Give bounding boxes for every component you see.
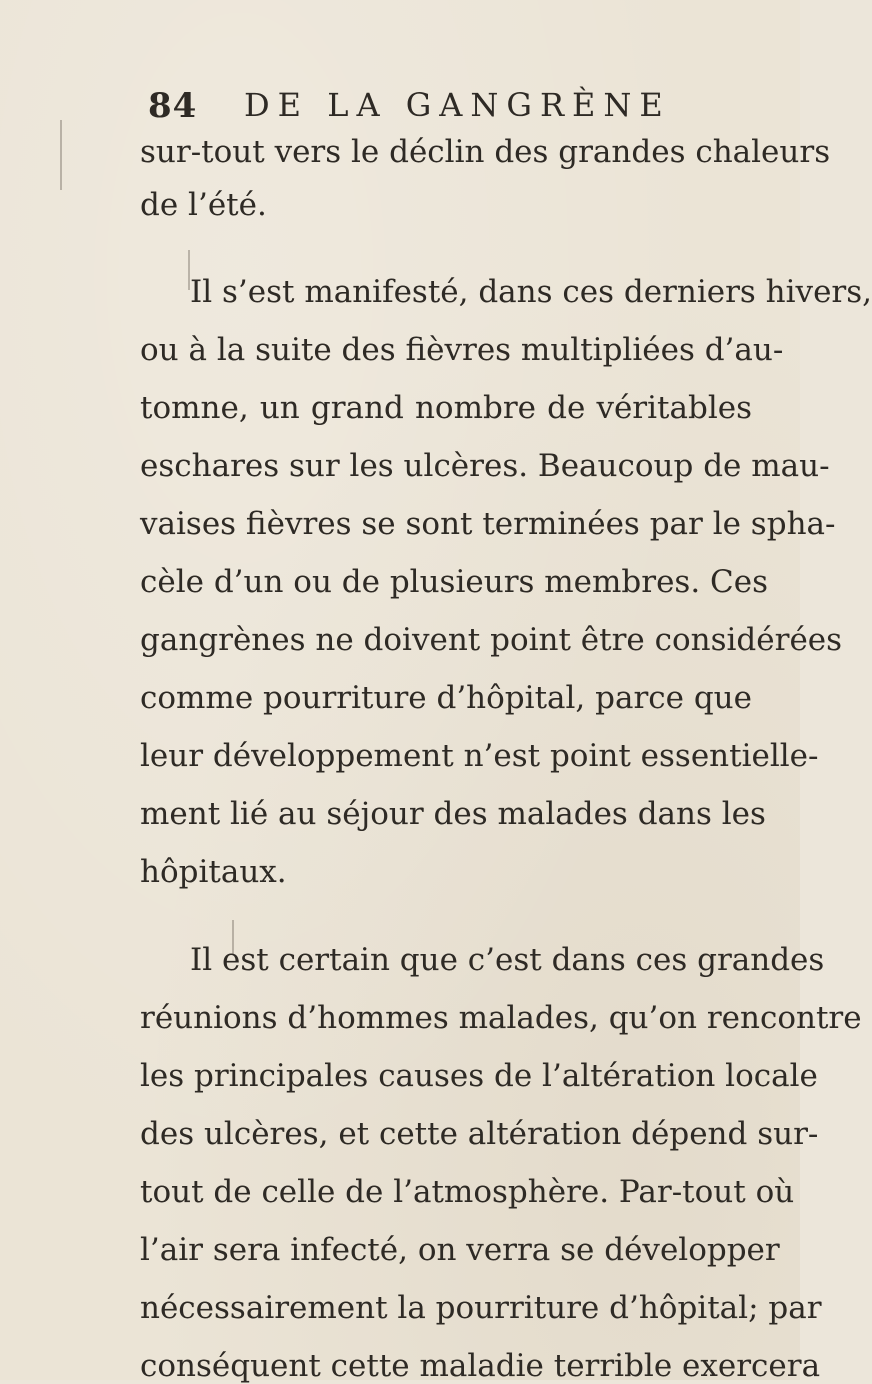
text-line: Il est certain que c’est dans ces grandes — [190, 942, 825, 978]
running-head — [148, 86, 708, 130]
text-line: Il s’est manifesté, dans ces derniers hivers, — [190, 274, 872, 310]
text-line: tout de celle de l’atmosphère. Par-tout où — [140, 1174, 795, 1210]
text-line: ou à la suite des fièvres multipliées d’au- — [140, 332, 784, 368]
text-line: réunions d’hommes malades, qu’on rencontre — [140, 1000, 862, 1036]
text-line: comme pourriture d’hôpital, parce que — [140, 680, 752, 716]
text-line: gangrènes ne doivent point être considérées — [140, 622, 843, 658]
text-line: leur développement n’est point essentielle- — [140, 738, 819, 774]
text-line: conséquent cette maladie terrible exercera — [140, 1348, 821, 1384]
page-number: 84 — [148, 86, 198, 126]
paper-scratch — [188, 250, 190, 290]
running-title: DE LA GANGRÈNE — [244, 86, 671, 124]
text-line: de l’été. — [140, 187, 267, 223]
text-line: nécessairement la pourriture d’hôpital; par — [140, 1290, 822, 1326]
text-line: hôpitaux. — [140, 854, 287, 890]
text-line: vaises fièvres se sont terminées par le spha- — [140, 506, 836, 542]
text-line: tomne, un grand nombre de véritables — [140, 390, 752, 426]
text-line: les principales causes de l’altération locale — [140, 1058, 818, 1094]
text-line: des ulcères, et cette altération dépend sur- — [140, 1116, 819, 1152]
text-line: eschares sur les ulcères. Beaucoup de mau- — [140, 448, 830, 484]
text-line: sur-tout vers le déclin des grandes chaleurs — [140, 134, 831, 170]
text-line: ment lié au séjour des malades dans les — [140, 796, 766, 832]
paper-scratch — [60, 120, 62, 190]
text-line: l’air sera infecté, on verra se développer — [140, 1232, 780, 1268]
paper-scratch — [232, 920, 234, 954]
text-line: cèle d’un ou de plusieurs membres. Ces — [140, 564, 769, 600]
